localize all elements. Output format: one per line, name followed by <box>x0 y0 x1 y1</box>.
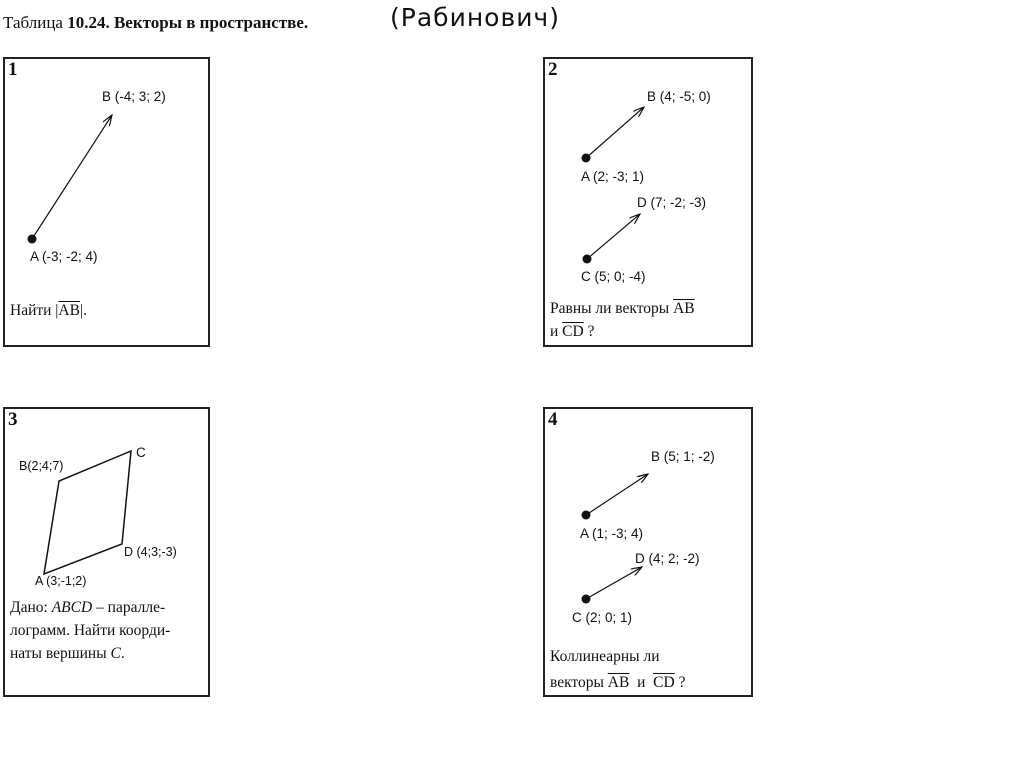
question-end: ? <box>674 674 686 691</box>
vector-ab-label: $\overline{AB}$ <box>607 674 630 691</box>
given-text-part: наты вершины <box>10 645 111 662</box>
problem-card-1 <box>3 57 210 347</box>
point-a-dot <box>582 154 591 163</box>
point-b-label: B (-4; 3; 2) <box>102 89 166 104</box>
given-line-3 <box>10 642 170 665</box>
vector-ab-label: $\overline{AB}$ <box>673 300 695 317</box>
problem-number: 3 <box>8 409 18 430</box>
figure-name: ABCD <box>51 599 93 616</box>
table-heading: 10.24. Векторы в пространстве. <box>67 13 309 32</box>
question-text: векторы <box>550 674 608 691</box>
point-c-label: C (2; 0; 1) <box>572 610 633 625</box>
point-a-label: A (1; -3; 4) <box>580 526 644 541</box>
vector-cd <box>586 567 642 599</box>
given-label: Дано: <box>10 599 52 616</box>
problem-number: 2 <box>548 59 558 80</box>
point-a-dot <box>582 511 591 520</box>
point-b-label: B (5; 1; -2) <box>651 449 715 464</box>
question <box>550 297 695 343</box>
question <box>550 645 685 694</box>
question-end: . <box>120 645 125 662</box>
question-end: ? <box>583 323 595 340</box>
question-line-1 <box>550 297 695 320</box>
point-c-dot <box>582 595 591 604</box>
point-a-label: A (2; -3; 1) <box>581 169 645 184</box>
point-d-label: D (4; 2; -2) <box>635 551 700 566</box>
question-text: и <box>629 674 654 691</box>
vector-ab <box>32 115 112 239</box>
given-line-1 <box>10 596 170 619</box>
point-c-label: C (5; 0; -4) <box>581 269 646 284</box>
vector-ab <box>586 107 644 158</box>
problem-card-4 <box>543 407 753 697</box>
vector-cd <box>587 214 640 259</box>
vertex-name: C <box>110 645 121 662</box>
vector-ab-label: $\overline{AB}$ <box>58 302 80 319</box>
question-line-2 <box>550 671 685 694</box>
point-d-label: D (4;3;-3) <box>124 545 177 559</box>
point-a-label: A (-3; -2; 4) <box>30 249 98 264</box>
point-b-label: B (4; -5; 0) <box>647 89 711 104</box>
question-line-1: Коллинеарны ли <box>550 648 660 665</box>
question <box>10 299 87 322</box>
point-b-label: B(2;4;7) <box>19 459 64 473</box>
problem-number: 4 <box>548 409 558 430</box>
table-label: Таблица <box>3 13 63 32</box>
point-d-label: D (7; -2; -3) <box>637 195 707 210</box>
problem-card-2 <box>543 57 753 347</box>
problem-card-3 <box>3 407 210 697</box>
given-text-part: – паралле- <box>92 599 166 616</box>
vector-cd-label: $\overline{CD}$ <box>653 674 675 691</box>
question-end: |. <box>79 302 87 319</box>
question-text: Найти | <box>10 302 59 319</box>
point-c-dot <box>583 255 592 264</box>
point-a-label: A (3;-1;2) <box>35 574 87 588</box>
point-c-label: C <box>136 445 146 460</box>
vector-ab <box>586 474 648 515</box>
question-line-2 <box>550 320 695 343</box>
problem-number: 1 <box>8 59 18 80</box>
author-note: (Рабинович) <box>390 3 560 32</box>
question-text: Равны ли векторы <box>550 300 674 317</box>
table-title <box>3 13 308 33</box>
point-a-dot <box>28 235 37 244</box>
vector-cd-label: $\overline{CD}$ <box>562 323 584 340</box>
question-text: и <box>550 323 563 340</box>
given-text <box>10 596 170 665</box>
given-line-2: лограмм. Найти коорди- <box>10 622 171 639</box>
